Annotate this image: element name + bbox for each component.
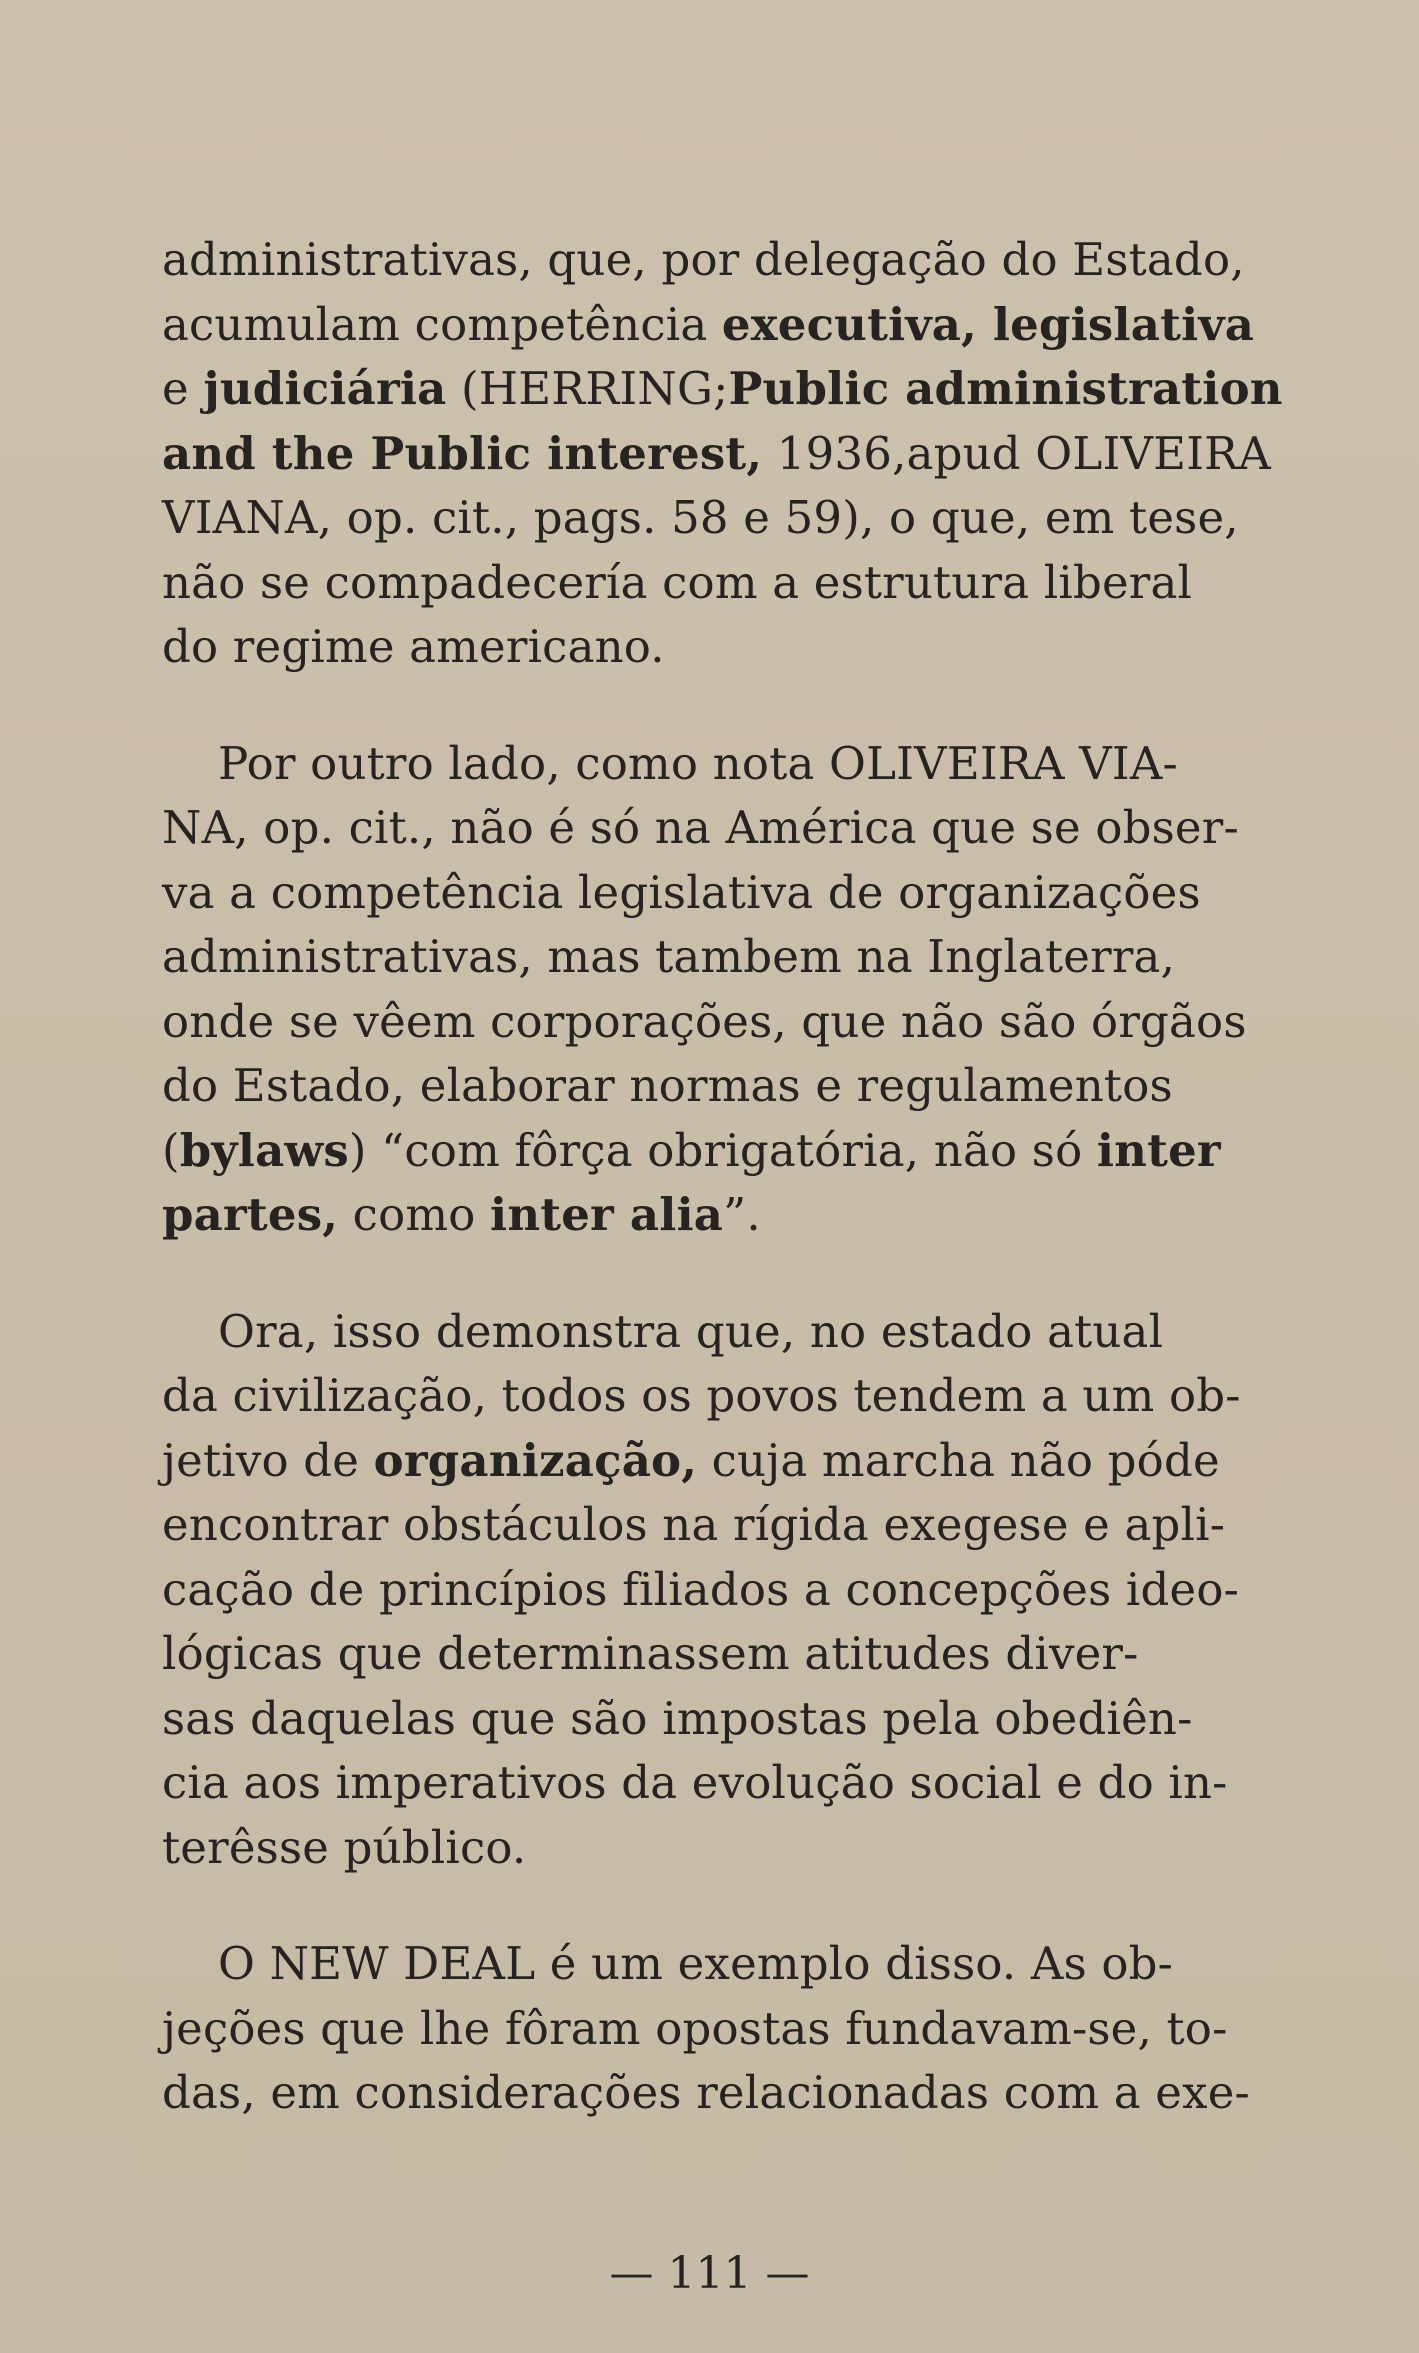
text-line: VIANA, op. cit., pags. 58 e 59), o que, em tese,	[162, 491, 1239, 544]
text-line: jetivo de organização, cuja marcha não póde	[162, 1433, 1220, 1487]
text-line: terêsse público.	[162, 1820, 527, 1874]
page-number: — 111 —	[609, 2248, 810, 2299]
text-line: and the Public interest, 1936,apud OLIVEIRA	[162, 426, 1271, 480]
paragraph-gap	[162, 1248, 1242, 1300]
emphasis-text: organização,	[373, 1433, 698, 1487]
emphasis-text: inter alia	[490, 1188, 724, 1241]
text-line: Por outro lado, como nota OLIVEIRA VIA-	[218, 736, 1178, 790]
text-line: (bylaws) “com fôrça obrigatória, não só inter	[162, 1123, 1221, 1177]
text-line: não se compadecería com a estrutura liberal	[162, 555, 1193, 609]
paragraph-4	[162, 1932, 1250, 2126]
text-line: do regime americano.	[162, 620, 665, 673]
text-line: administrativas, mas tambem na Inglaterra,	[162, 930, 1176, 983]
text-line: Ora, isso demonstra que, no estado atual	[218, 1304, 1164, 1358]
text-line: das, em considerações relacionadas com a exe-	[162, 2066, 1250, 2119]
paragraph-1	[162, 228, 1283, 680]
text-line: sas daquelas que são impostas pela obediên-	[162, 1691, 1193, 1745]
text-line: administrativas, que, por delegação do Estado,	[162, 233, 1245, 286]
text-line: encontrar obstáculos na rígida exegese e apli-	[162, 1498, 1226, 1551]
emphasis-text: and the Public interest,	[162, 426, 763, 480]
text-line: e judiciária (HERRING;Public administration	[162, 362, 1283, 415]
text-line: va a competência legislativa de organizações	[162, 865, 1201, 919]
text-line: jeções que lhe fôram opostas fundavam-se, to-	[162, 2001, 1228, 2055]
text-line: cia aos imperativos da evolução social e do in-	[162, 1756, 1228, 1809]
paragraph-gap	[162, 1880, 1242, 1932]
text-line: acumulam competência executiva, legislativa	[162, 297, 1255, 351]
text-line: onde se vêem corporações, que não são órgãos	[162, 994, 1247, 1048]
body-text	[162, 228, 1283, 2126]
emphasis-text: Public administration	[728, 362, 1283, 415]
paragraph-2	[162, 732, 1247, 1248]
text-line: O NEW DEAL é um exemplo disso. As ob-	[218, 1937, 1174, 1990]
text-line: partes, como inter alia”.	[162, 1188, 761, 1241]
emphasis-text: inter	[1096, 1123, 1221, 1177]
text-line: da civilização, todos os povos tendem a um ob-	[162, 1369, 1241, 1422]
emphasis-text: partes,	[162, 1188, 339, 1241]
text-line: cação de princípios filiados a concepções ideo-	[162, 1562, 1240, 1616]
emphasis-text: executiva, legislativa	[721, 297, 1255, 351]
paragraph-gap	[162, 680, 1242, 732]
emphasis-text: bylaws	[179, 1123, 349, 1177]
text-line: NA, op. cit., não é só na América que se obser-	[162, 801, 1239, 854]
text-line: lógicas que determinassem atitudes diver-	[162, 1627, 1139, 1680]
text-line: do Estado, elaborar normas e regulamentos	[162, 1059, 1173, 1112]
emphasis-text: judiciária	[203, 362, 447, 415]
paragraph-3	[162, 1300, 1242, 1881]
